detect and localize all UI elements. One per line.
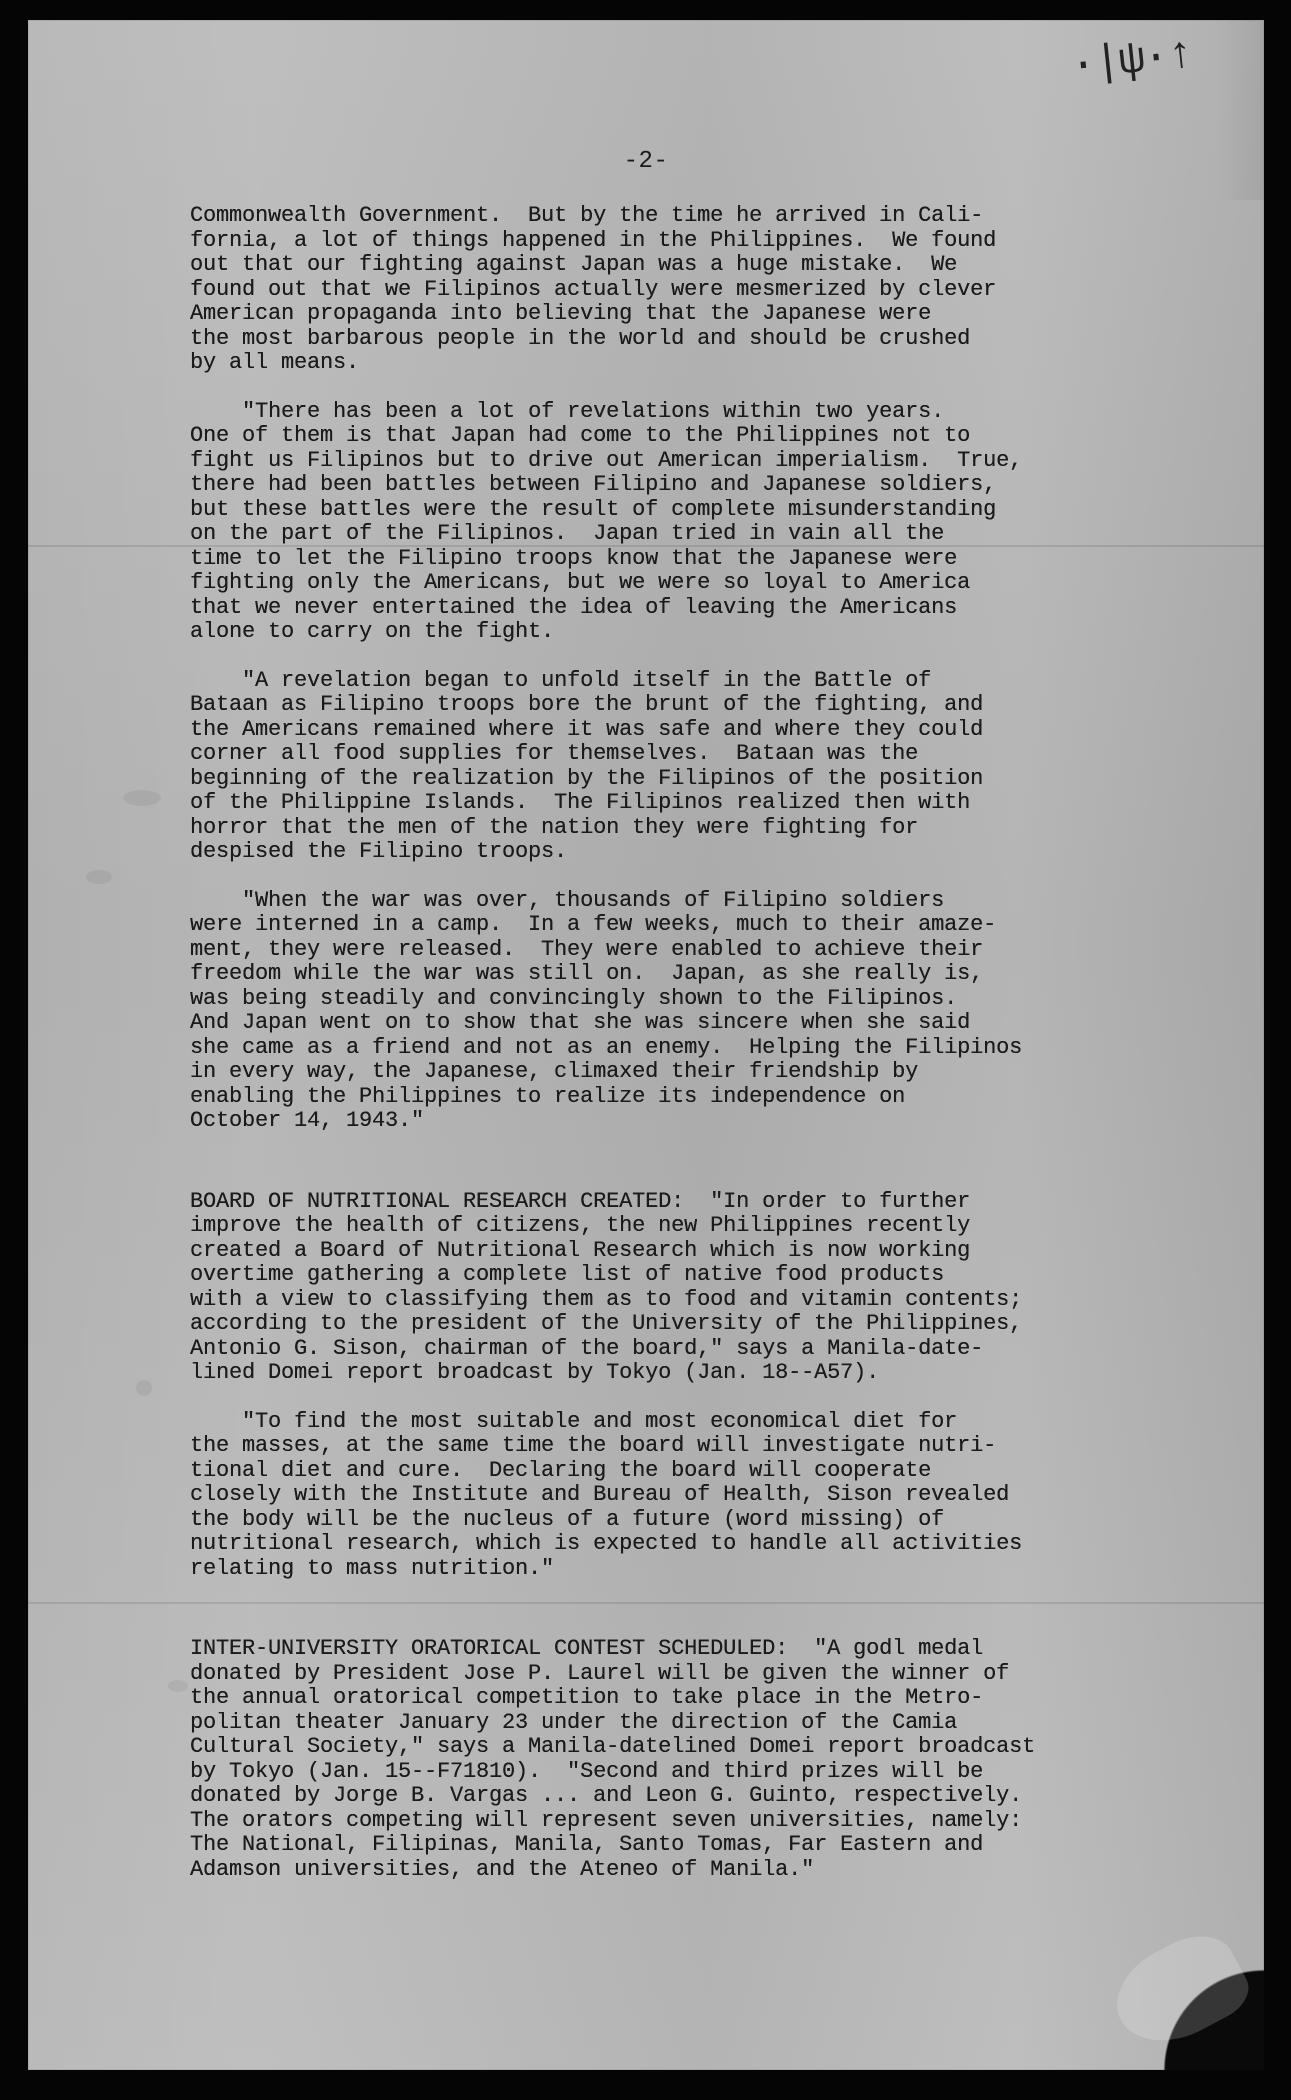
paragraph-2: "There has been a lot of revelations within two years. One of them is that Japan had come to the Philippines not to fight us Filipinos but to drive out American imperialism. True, there had been battles between Filipino and Japanese soldiers, but these battles were the result of complete misunderstanding on the part of the Filipinos. Japan tried in vain all the time to let the Filipino troops know that the Japanese were fighting only the Americans, but we were so loyal to America that we never entertained the idea of leaving the Americans alone to carry on the fight.	[190, 398, 1023, 644]
paper-stain	[136, 1380, 152, 1396]
paper-stain	[168, 1680, 188, 1692]
paragraph-3: "A revelation began to unfold itself in the Battle of Bataan as Filipino troops bore the brunt of the fighting, and the Americans remained where it was safe and where they could corner all food supplies for themselves. Bataan was the beginning of the realization by the Filipinos of the position of the Philippine Islands. The Filipinos realized then with horror that the men of the nation they were fighting for despised the Filipino troops.	[190, 667, 984, 864]
page-number: -2-	[623, 148, 669, 175]
document-body	[190, 204, 1230, 1882]
section-oratorical-contest: INTER-UNIVERSITY ORATORICAL CONTEST SCHEDULED: "A godl medal donated by President Jose P. Laurel will be given the winner of the annual oratorical competition to take place in the Metro- politan theater January 23 under the direction of the Camia Cultural Society," says a Manila-datelined Domei report broadcast by Tokyo (Jan. 15--F71810). "Second and third prizes will be donated by Jorge B. Vargas ... and Leon G. Guinto, respectively. The orators competing will represent seven universities, namely: The National, Filipinas, Manila, Santo Tomas, Far Eastern and Adamson universities, and the Ateneo of Manila."	[190, 1636, 1036, 1882]
paper-stain	[86, 870, 112, 884]
document-page	[28, 20, 1264, 2070]
paragraph-1: Commonwealth Government. But by the time he arrived in Cali- fornia, a lot of things happened in the Philippines. We found out that our fighting against Japan was a huge mistake. We found out that we Filipinos actually were mesmerized by clever American propaganda into believing that the Japanese were the most barbarous people in the world and should be crushed by all means.	[190, 203, 997, 375]
paragraph-4: "When the war was over, thousands of Filipino soldiers were interned in a camp. In a few weeks, much to their amaze- ment, they were released. They were enabled to achieve their freedom while the war was still on. Japan, as she really is, was being steadily and convincingly shown to the Filipinos. And Japan went on to show that she was sincere when she said she came as a friend and not as an enemy. Helping the Filipinos in every way, the Japanese, climaxed their friendship by enabling the Philippines to realize its independence on October 14, 1943."	[190, 887, 1023, 1133]
paper-stain	[123, 790, 161, 806]
section-board-nutritional-research: BOARD OF NUTRITIONAL RESEARCH CREATED: "In order to further improve the health of citizens, the new Philippines recently created a Board of Nutritional Research which is now working overtime gathering a complete list of native food products with a view to classifying them as to food and vitamin contents; according to the president of the University of the Philippines, Antonio G. Sison, chairman of the board," says a Manila-date- lined Domei report broadcast by Tokyo (Jan. 18--A57).	[190, 1188, 1023, 1385]
paragraph-6: "To find the most suitable and most economical diet for the masses, at the same time the board will investigate nutri- tional diet and cure. Declaring the board will cooperate closely with the Institute and Bureau of Health, Sison revealed the body will be the nucleus of a future (word missing) of nutritional research, which is expected to handle all activities relating to mass nutrition."	[190, 1408, 1023, 1581]
handwritten-mark: ·|ψ·↑	[1067, 29, 1195, 93]
